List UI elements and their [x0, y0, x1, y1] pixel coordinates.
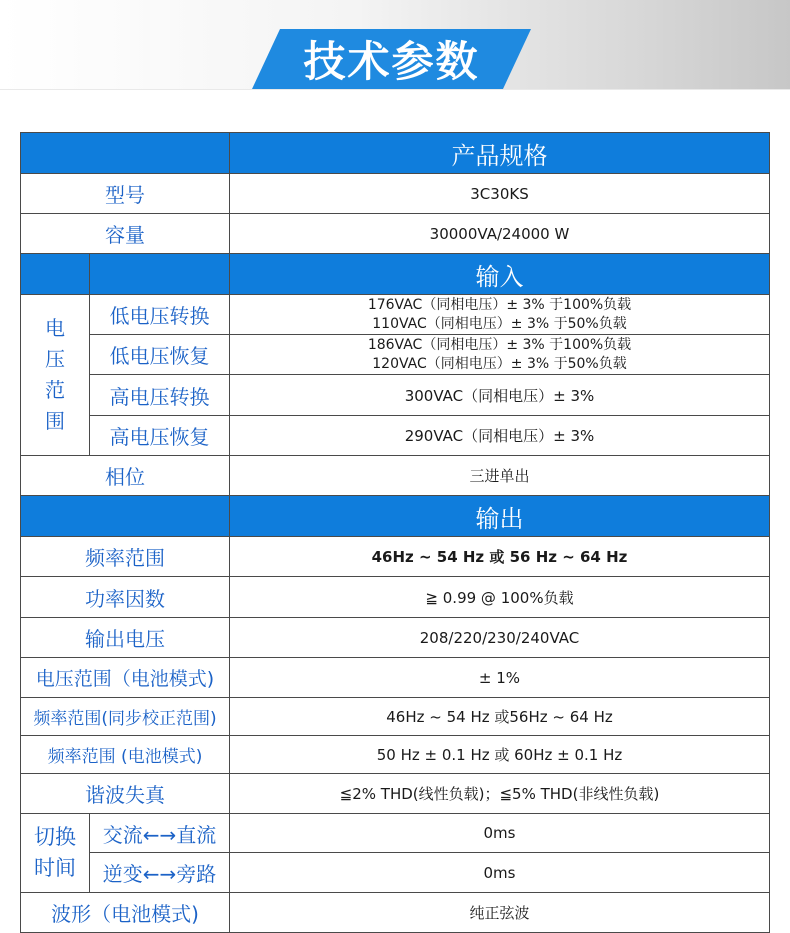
group-char: 压 [45, 347, 65, 371]
value-line: 176VAC（同相电压）± 3% 于100%负载 [367, 296, 632, 313]
row-label: 低电压转换 [90, 295, 230, 335]
group-line: 切换 [34, 825, 76, 849]
table-row [21, 375, 770, 416]
table-row [21, 853, 770, 893]
table-row [21, 893, 770, 933]
row-label: 交流←→直流 [90, 814, 230, 853]
table-row [21, 537, 770, 577]
header-blank-cell [21, 133, 230, 174]
table-row [21, 618, 770, 658]
spec-table [20, 132, 770, 933]
row-value: 0ms [230, 853, 770, 893]
row-label: 型号 [21, 174, 230, 214]
page-title: 技术参数 [303, 37, 480, 86]
row-label: 逆变←→旁路 [90, 853, 230, 893]
row-label: 电压范围（电池模式) [21, 658, 230, 698]
value-line: 186VAC（同相电压）± 3% 于100%负载 [367, 336, 632, 353]
section-header-spec [21, 133, 770, 174]
row-value: 46Hz ~ 54 Hz 或 56 Hz ~ 64 Hz [230, 537, 770, 577]
row-label: 低电压恢复 [90, 335, 230, 375]
row-label: 高电压恢复 [90, 416, 230, 456]
row-value: 30000VA/24000 W [230, 214, 770, 254]
table-row [21, 456, 770, 496]
row-value: 300VAC（同相电压）± 3% [230, 375, 770, 416]
row-label: 输出电压 [21, 618, 230, 658]
row-label: 频率范围 [21, 537, 230, 577]
table-row [21, 335, 770, 375]
value-line: 110VAC（同相电压）± 3% 于50%负载 [372, 315, 627, 332]
row-value: 0ms [230, 814, 770, 853]
header-blank-cell [21, 254, 90, 295]
row-label: 功率因数 [21, 577, 230, 618]
row-value: 50 Hz ± 0.1 Hz 或 60Hz ± 0.1 Hz [230, 736, 770, 774]
row-label: 高电压转换 [90, 375, 230, 416]
header-blank-cell [21, 496, 230, 537]
table-row [21, 814, 770, 853]
row-value: ± 1% [230, 658, 770, 698]
row-value: 290VAC（同相电压）± 3% [230, 416, 770, 456]
group-char: 电 [45, 316, 65, 340]
table-row [21, 658, 770, 698]
row-value: 纯正弦波 [230, 893, 770, 933]
row-value: 46Hz ~ 54 Hz 或56Hz ~ 64 Hz [230, 698, 770, 736]
group-line: 时间 [34, 856, 76, 880]
row-label: 相位 [21, 456, 230, 496]
table-row [21, 736, 770, 774]
section-title-spec: 产品规格 [230, 133, 770, 174]
table-row [21, 174, 770, 214]
row-value: ≦2% THD(线性负载)；≦5% THD(非线性负载) [230, 774, 770, 814]
row-value: 3C30KS [230, 174, 770, 214]
row-value: 三进单出 [230, 456, 770, 496]
row-value [230, 335, 770, 375]
row-label: 频率范围(同步校正范围) [21, 698, 230, 736]
row-label: 波形（电池模式) [21, 893, 230, 933]
row-label: 容量 [21, 214, 230, 254]
header-blank-cell [90, 254, 230, 295]
table-row [21, 416, 770, 456]
row-label: 频率范围 (电池模式) [21, 736, 230, 774]
row-value [230, 295, 770, 335]
row-value: ≧ 0.99 @ 100%负载 [230, 577, 770, 618]
switch-time-group-label [21, 814, 90, 893]
section-title-output: 输出 [230, 496, 770, 537]
table-row [21, 214, 770, 254]
row-label: 谐波失真 [21, 774, 230, 814]
table-row [21, 698, 770, 736]
table-row [21, 774, 770, 814]
voltage-range-group-label [21, 295, 90, 456]
group-char: 围 [45, 409, 65, 433]
table-row [21, 577, 770, 618]
section-header-output [21, 496, 770, 537]
table-row [21, 295, 770, 335]
value-line: 120VAC（同相电压）± 3% 于50%负载 [372, 355, 627, 372]
group-char: 范 [45, 378, 65, 402]
header-separator [0, 89, 790, 90]
section-title-input: 输入 [230, 254, 770, 295]
section-header-input [21, 254, 770, 295]
row-value: 208/220/230/240VAC [230, 618, 770, 658]
